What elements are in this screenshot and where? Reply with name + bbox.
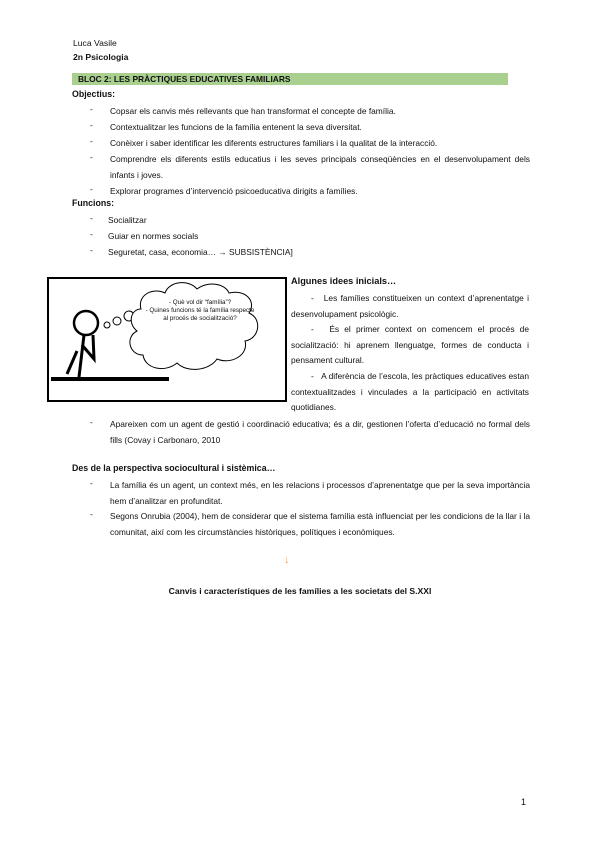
thought-bubble-text bbox=[145, 299, 255, 323]
section-title: BLOC 2: LES PRÀCTIQUES EDUCATIVES FAMILIARS bbox=[78, 74, 291, 84]
bubble-question-2: - Quines funcions té la família respecte al procés de socialització? bbox=[145, 307, 255, 322]
thinking-person-illustration bbox=[49, 279, 285, 400]
list-item: Socialitzar bbox=[108, 215, 147, 225]
list-item: Explorar programes d’intervenció psicoeducativa dirigits a famílies. bbox=[110, 186, 358, 196]
list-item: Contextualitzar les funcions de la família entenent la seva diversitat. bbox=[110, 122, 362, 132]
idea-item-1: - Les famílies constitueixen un context d’aprenentatge i desenvolupament psicològic. bbox=[291, 293, 529, 319]
idees-heading: Algunes idees inicials… bbox=[291, 276, 397, 286]
list-item: Guiar en normes socials bbox=[108, 231, 199, 241]
bubble-question-1: - Què vol dir “família”? bbox=[168, 299, 232, 306]
course-name: 2n Psicologia bbox=[73, 52, 129, 62]
idea-item-2: - És el primer context on comencem el procés de socialització: hi aprenem llenguatge, formes de conducta i pensament cultural. bbox=[291, 324, 529, 365]
idea-text: És el primer context on comencem el procés de socialització: hi aprenem llenguatge, formes de conducta i pensament cultural. bbox=[291, 324, 529, 365]
funcions-heading: Funcions: bbox=[72, 198, 115, 208]
objectius-heading: Objectius: bbox=[72, 89, 116, 99]
perspectiva-item-2: Segons Onrubia (2004), hem de considerar que el sistema família està influenciat per les condicions de la llar i la comunitat, així com les circumstàncies històriques, polítiques i econòmiques. bbox=[110, 511, 530, 537]
cartoon-frame bbox=[47, 277, 287, 402]
idea-item-3: - A diferència de l’escola, les pràctiques educatives estan contextualitzades i vinculades a la participació en activitats quotidianes. bbox=[291, 371, 529, 412]
list-item: Seguretat, casa, economia… → SUBSISTÈNCIA] bbox=[108, 247, 293, 257]
down-arrow-icon: ↓ bbox=[284, 554, 290, 566]
author-name: Luca Vasile bbox=[73, 38, 117, 48]
idea-item-4: Apareixen com un agent de gestió i coordinació educativa; és a dir, gestionen l’oferta d’educació no formal dels fills (Covay i Carbonaro, 2010 bbox=[110, 419, 530, 445]
list-item: Copsar els canvis més rellevants que han transformat el concepte de família. bbox=[110, 106, 396, 116]
list-item: Comprendre els diferents estils educatius i les seves principals conseqüències en el desenvolupament dels infants i joves. bbox=[110, 154, 530, 180]
page-number: 1 bbox=[520, 797, 526, 807]
perspectiva-heading: Des de la perspectiva sociocultural i sistèmica… bbox=[72, 463, 276, 473]
idea-text: A diferència de l’escola, les pràctiques educatives estan contextualitzades i vinculades a la participació en activitats quotidianes. bbox=[291, 371, 529, 412]
perspectiva-item-1: La família és un agent, un context més, en les relacions i processos d’aprenentatge que per la seva importància hem d’analitzar en profunditat. bbox=[110, 480, 530, 506]
subheading: Canvis i característiques de les famílies a les societats del S.XXI bbox=[168, 586, 432, 596]
list-item: Conèixer i saber identificar les diferents estructures familiars i la qualitat de la interacció. bbox=[110, 138, 438, 148]
idea-text: Les famílies constitueixen un context d’aprenentatge i desenvolupament psicològic. bbox=[291, 293, 529, 319]
